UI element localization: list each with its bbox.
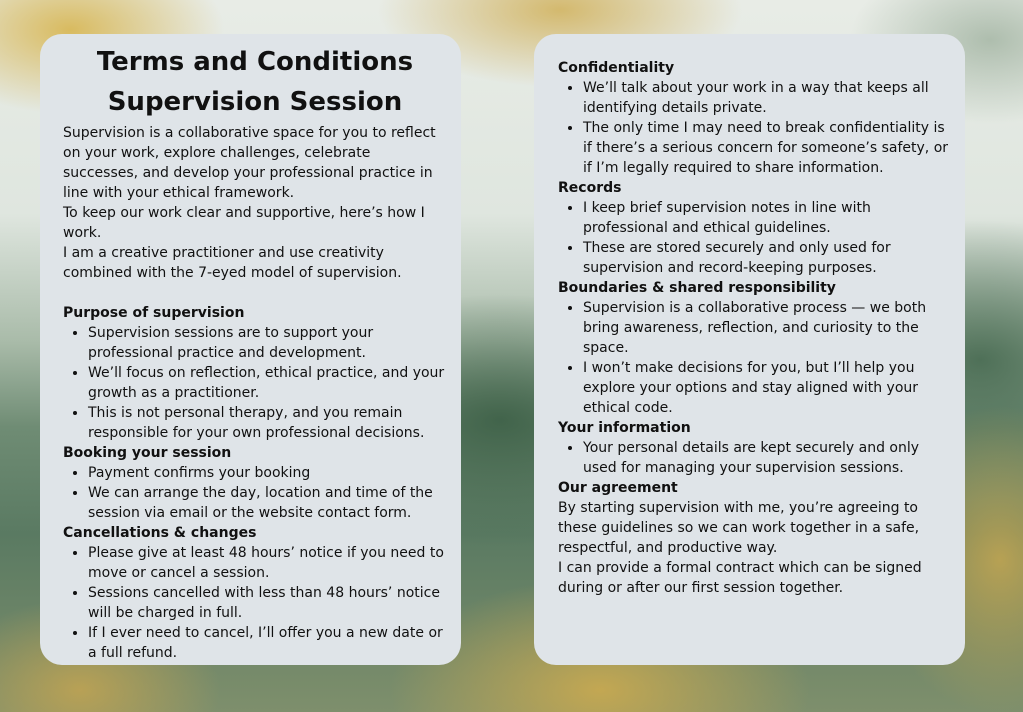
list-item: • Sessions cancelled with less than 48 hours’ notice will be charged in full.: [88, 583, 447, 623]
agreement-paragraph: By starting supervision with me, you’re agreeing to these guidelines so we can work together in a safe, respectful, and productive way.: [558, 500, 920, 556]
page-title: [63, 42, 447, 122]
list-item: • The only time I may need to break confidentiality is if there’s a serious concern for someone’s safety, or if I’m legally required to share information.: [583, 118, 951, 178]
left-panel: [40, 34, 461, 665]
list-item: • Supervision is a collaborative process — we both bring awareness, reflection, and curiosity to the space.: [583, 298, 951, 358]
list-item: • Your personal details are kept securely and only used for managing your supervision sessions.: [583, 438, 951, 478]
list-item: • This is not personal therapy, and you remain responsible for your own professional decisions.: [88, 403, 447, 443]
list-item: • I keep brief supervision notes in line with professional and ethical guidelines.: [583, 198, 951, 238]
right-panel: [534, 34, 965, 665]
list-records: [558, 198, 951, 278]
intro-paragraph: To keep our work clear and supportive, here’s how I work.: [63, 205, 425, 241]
agreement-paragraph: I can provide a formal contract which can be signed during or after our first session together.: [558, 560, 922, 596]
intro-paragraph: Supervision is a collaborative space for you to reflect on your work, explore challenges, celebrate successes, and develop your professional practice in line with your ethical framework.: [63, 125, 436, 201]
section-heading-records: Records: [558, 180, 622, 196]
list-item: • We’ll focus on reflection, ethical practice, and your growth as a practitioner.: [88, 363, 447, 403]
title-line-2: Supervision Session: [107, 87, 403, 117]
title-line-1: Terms and Conditions: [96, 47, 414, 77]
list-item: • We’ll talk about your work in a way that keeps all identifying details private.: [583, 78, 951, 118]
list-item: • Supervision sessions are to support your professional practice and development.: [88, 323, 447, 363]
list-item: • If I ever need to cancel, I’ll offer you a new date or a full refund.: [88, 623, 447, 663]
list-item: • These are stored securely and only used for supervision and record-keeping purposes.: [583, 238, 951, 278]
list-item: • Please give at least 48 hours’ notice if you need to move or cancel a session.: [88, 543, 447, 583]
list-item: • I won’t make decisions for you, but I’ll help you explore your options and stay aligned with your ethical code.: [583, 358, 951, 418]
section-heading-agreement: Our agreement: [558, 480, 678, 496]
list-purpose: [63, 323, 447, 443]
list-boundaries: [558, 298, 951, 418]
agreement-text: [558, 498, 951, 598]
section-heading-purpose: Purpose of supervision: [63, 305, 245, 321]
list-your-information: [558, 438, 951, 478]
list-item: • We can arrange the day, location and time of the session via email or the website contact form.: [88, 483, 447, 523]
section-heading-booking: Booking your session: [63, 445, 232, 461]
list-cancellations: [63, 543, 447, 663]
section-heading-cancellations: Cancellations & changes: [63, 525, 257, 541]
section-heading-your-information: Your information: [558, 420, 691, 436]
spacer: [63, 283, 447, 303]
list-item: • Payment confirms your booking: [88, 463, 447, 483]
section-heading-boundaries: Boundaries & shared responsibility: [558, 280, 836, 296]
list-confidentiality: [558, 78, 951, 178]
intro-paragraph: I am a creative practitioner and use creativity combined with the 7-eyed model of supervision.: [63, 245, 402, 281]
section-heading-confidentiality: Confidentiality: [558, 60, 675, 76]
list-booking: [63, 463, 447, 523]
intro: [63, 123, 447, 283]
